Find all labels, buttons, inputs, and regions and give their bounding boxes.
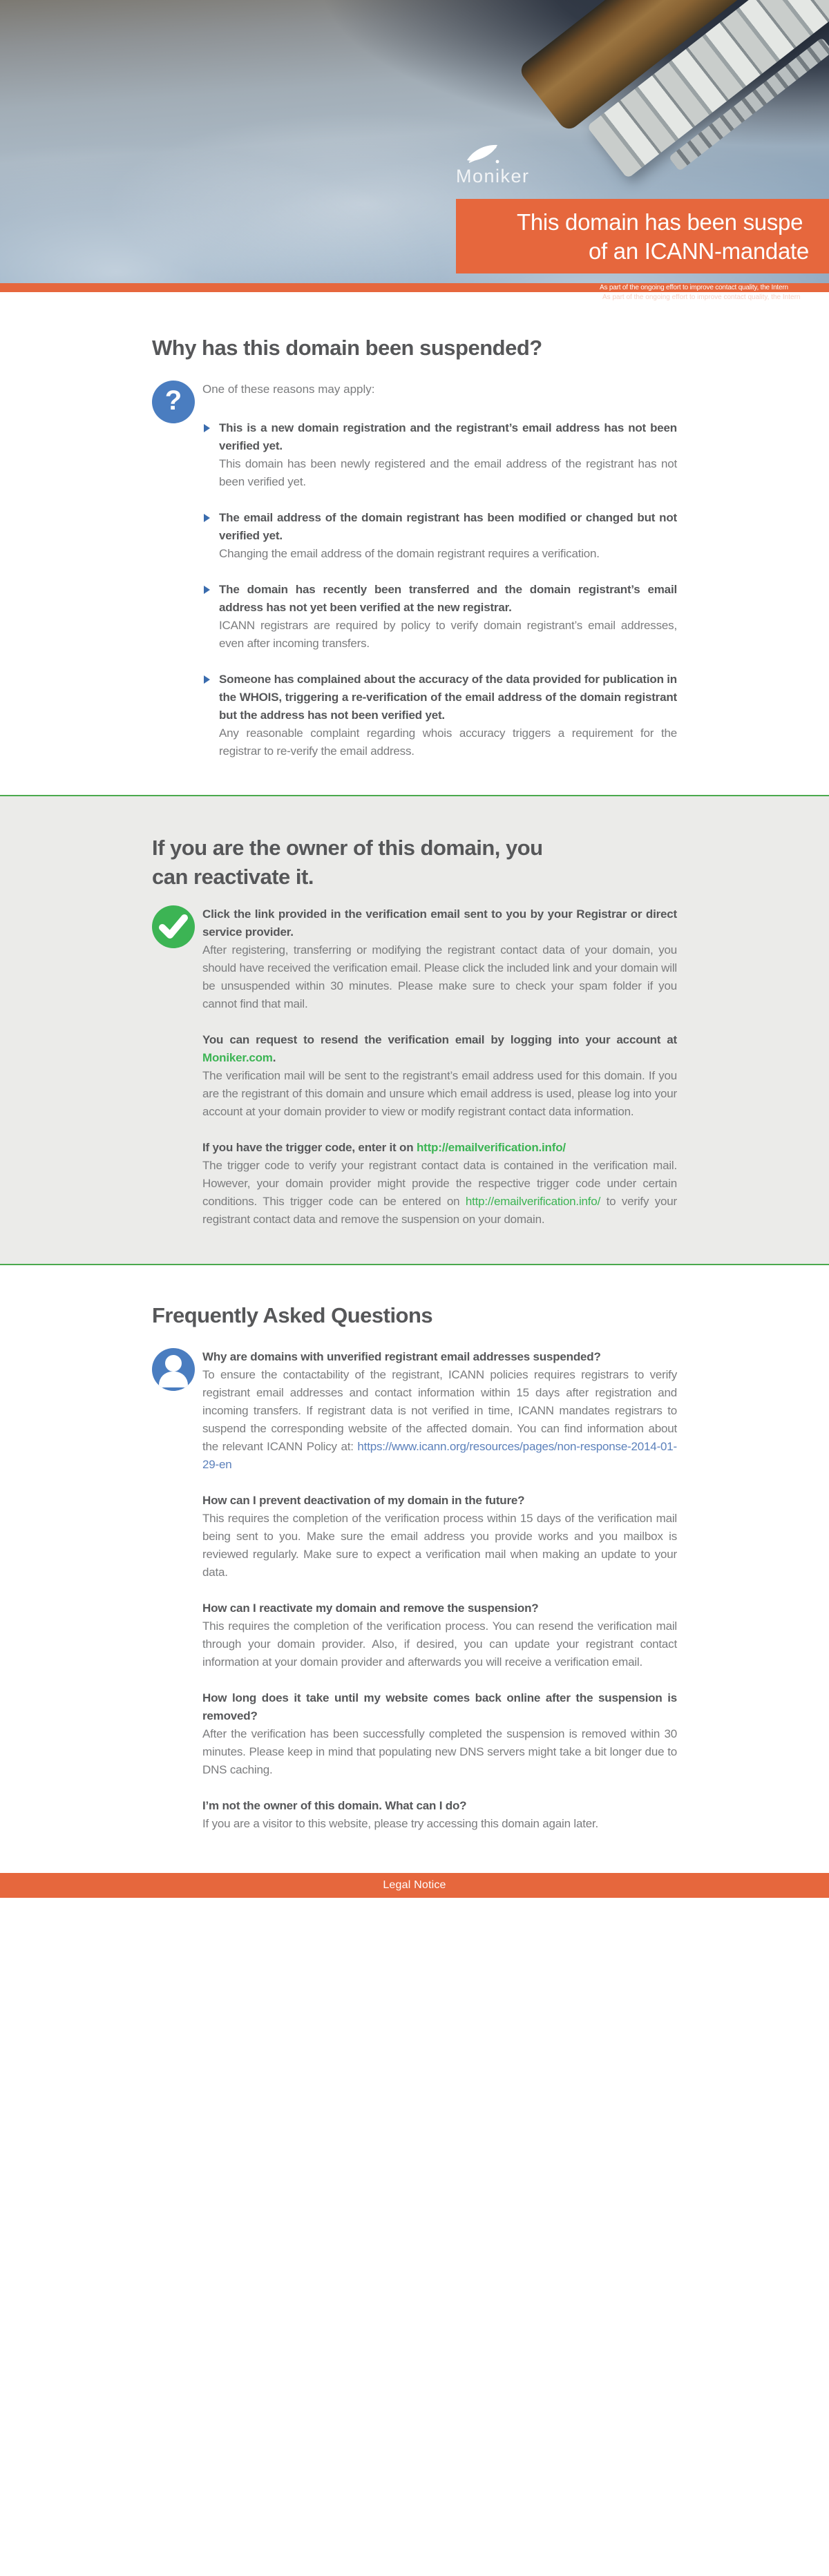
faq-item <box>202 1348 677 1474</box>
faq-question: Why are domains with unverified registrant email addresses suspended? <box>202 1350 601 1363</box>
owner-heading-line-2: can reactivate it. <box>152 865 314 889</box>
owner-body: The verification mail will be sent to the registrant’s email address used for this domain. If you are the registrant of this domain and unsure which email address is used, please log into your account at your domain provider to view or modify registrant contact data information. <box>202 1069 677 1118</box>
owner-group <box>202 905 677 1013</box>
faq-answer: If you are a visitor to this website, please try accessing this domain again later. <box>202 1817 599 1830</box>
owner-lead: You can request to resend the verification email by logging into your account at Moniker.com. <box>202 1033 677 1064</box>
faq-question: How long does it take until my website comes back online after the suspension is removed? <box>202 1691 677 1722</box>
reason-body: This domain has been newly registered and the email address of the registrant has not been verified yet. <box>219 457 677 488</box>
faq-question: How can I prevent deactivation of my domain in the future? <box>202 1494 525 1507</box>
person-icon <box>152 1348 195 1391</box>
ticker-text: As part of the ongoing effort to improve contact quality, the Intern <box>600 284 788 291</box>
reason-body: Changing the email address of the domain registrant requires a verification. <box>219 547 600 560</box>
faq-section <box>0 1265 829 1873</box>
question-mark-glyph: ? <box>164 385 182 416</box>
reason-body: Any reasonable complaint regarding whois accuracy triggers a requirement for the registrar to re-verify the email address. <box>219 727 677 758</box>
icann-policy-link[interactable]: https://www.icann.org/resources/pages/non-response-2014-01-29-en <box>202 1440 677 1471</box>
reason-item <box>202 509 677 563</box>
why-section-heading: Why has this domain been suspended? <box>152 336 542 360</box>
reasons-list <box>202 419 677 760</box>
owner-section-heading <box>152 834 677 892</box>
emailverification-link[interactable]: http://emailverification.info/ <box>465 1195 601 1208</box>
suspension-banner <box>456 199 829 273</box>
hero-image <box>0 0 829 283</box>
owner-lead: If you have the trigger code, enter it on http://emailverification.info/ <box>202 1141 566 1154</box>
bullet-arrow-icon <box>204 424 210 432</box>
checkmark-icon <box>152 905 195 948</box>
reasons-intro: One of these reasons may apply: <box>202 383 375 396</box>
bottom-whitespace <box>0 1898 829 2576</box>
legal-notice-link[interactable]: Legal Notice <box>383 1879 446 1891</box>
reason-title: The domain has recently been transferred and the domain registrant’s email address has not yet been verified at the new registrar. <box>202 581 677 617</box>
reason-title: The email address of the domain registrant has been modified or changed but not verified yet. <box>202 509 677 545</box>
why-section <box>0 292 829 795</box>
reason-item <box>202 581 677 653</box>
owner-group <box>202 1139 677 1229</box>
person-body-shape <box>159 1372 188 1387</box>
moniker-logo <box>456 144 530 187</box>
owner-section <box>0 795 829 1265</box>
banner-line-1: This domain has been suspe <box>517 209 803 235</box>
faq-answer: This requires the completion of the verification process within 15 days of the verification mail being sent to you. Make sure the email address you provide works and you mailbox is reviewed regularly. Make sure to expect a verification mail when making an update to your data. <box>202 1512 677 1579</box>
faq-answer: After the verification has been successfully completed the suspension is removed within 30 minutes. Please keep in mind that populating new DNS servers might take a bit longer due to DNS caching. <box>202 1727 677 1776</box>
faq-item <box>202 1689 677 1779</box>
faq-question: I’m not the owner of this domain. What can I do? <box>202 1799 467 1812</box>
faq-question: How can I reactivate my domain and remove the suspension? <box>202 1602 539 1615</box>
ticker-bar <box>0 283 829 292</box>
logo-text: Moniker <box>456 166 530 186</box>
faq-item <box>202 1492 677 1582</box>
faq-section-heading: Frequently Asked Questions <box>152 1303 433 1327</box>
bullet-arrow-icon <box>204 675 210 684</box>
check-glyph <box>158 914 189 940</box>
bullet-arrow-icon <box>204 514 210 522</box>
reason-item <box>202 419 677 491</box>
faq-answer: This requires the completion of the verification process. You can resend the verification mail through your domain provider. Also, if desired, you can update your registrant contact information at your domain provider and afterwards you will receive a verification email. <box>202 1619 677 1669</box>
question-icon <box>152 381 195 423</box>
owner-body: The trigger code to verify your registrant contact data is contained in the verification mail. However, your domain provider might provide the respective trigger code under certain conditions. This trigger code can be entered on http://emailverification.info/ to verify your registrant contact data and remove the suspension on your domain. <box>202 1159 677 1226</box>
reason-title: This is a new domain registration and the registrant’s email address has not been verified yet. <box>202 419 677 455</box>
faq-item <box>202 1797 677 1833</box>
legal-notice-bar <box>0 1873 829 1898</box>
owner-heading-line-1: If you are the owner of this domain, you <box>152 836 543 860</box>
banner-line-2: of an ICANN-mandate <box>589 238 809 264</box>
feather-icon <box>466 144 502 164</box>
bullet-arrow-icon <box>204 586 210 594</box>
reason-title: Someone has complained about the accuracy of the data provided for publication in the WHOIS, triggering a re-verification of the email address of the domain registrant but the address has not been verified yet. <box>202 671 677 724</box>
owner-lead: Click the link provided in the verification email sent to you by your Registrar or direct service provider. <box>202 907 677 939</box>
faq-item <box>202 1599 677 1671</box>
moniker-com-link[interactable]: Moniker.com <box>202 1051 273 1064</box>
faq-answer: To ensure the contactability of the registrant, ICANN policies requires registrars to verify registrant email addresses and contact information within 15 days after registration and incoming transfers. If registrant data is not verified in time, ICANN mandates registrars to suspend the corresponding website of the affected domain. You can find information about the relevant ICANN Policy at: https://www.icann.org/resources/pages/non-response-2014-01-29-en <box>202 1368 677 1471</box>
person-head-shape <box>165 1355 182 1372</box>
emailverification-link[interactable]: http://emailverification.info/ <box>416 1141 566 1154</box>
ticker-echo-text: As part of the ongoing effort to improve contact quality, the Intern <box>602 294 801 301</box>
owner-body: After registering, transferring or modifying the registrant contact data of your domain, you should have received the verification email. Please click the included link and your domain will be unsuspended within 30 minutes. Please make sure to check your spam folder if you cannot find that mail. <box>202 943 677 1010</box>
owner-group <box>202 1031 677 1121</box>
reason-body: ICANN registrars are required by policy to verify domain registrant’s email addresses, even after incoming transfers. <box>219 619 677 650</box>
reason-item <box>202 671 677 760</box>
